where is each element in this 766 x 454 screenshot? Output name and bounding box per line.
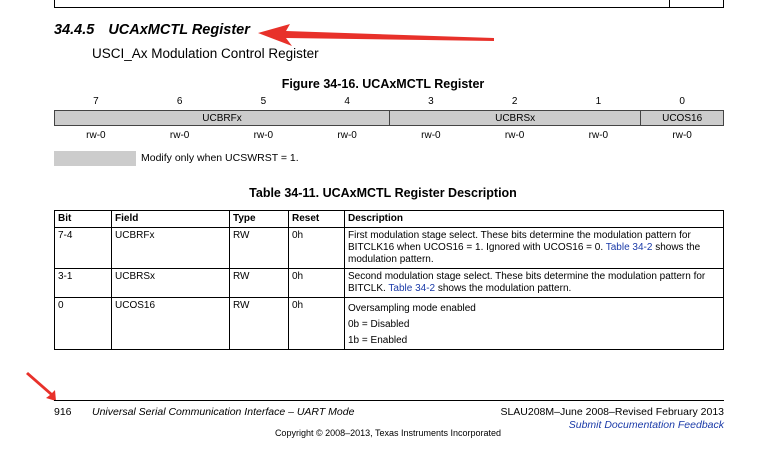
header-type: Type	[230, 211, 289, 228]
bit-number: 7	[93, 96, 99, 107]
cell-description	[345, 298, 724, 350]
cell-type: RW	[230, 228, 289, 269]
access-type: rw-0	[588, 130, 609, 141]
description-text: First modulation stage select. These bits determine the modulation pattern for BITCLK16 when UCOS16 = 1. Ignored with UCOS16 = 0.	[348, 230, 691, 253]
section-number: 34.4.5	[54, 22, 95, 38]
cell-type: RW	[230, 269, 289, 298]
description-text: Oversampling mode enabled	[348, 303, 476, 314]
access-type: rw-0	[169, 130, 190, 141]
description-text: shows the modulation pattern.	[348, 242, 701, 265]
page-number: 916	[54, 406, 72, 418]
cell-reset: 0h	[289, 298, 345, 350]
cell-description	[345, 228, 724, 269]
bit-number: 4	[344, 96, 350, 107]
table-row	[55, 298, 724, 350]
access-type: rw-0	[337, 130, 357, 141]
cell-reset: 0h	[289, 228, 345, 269]
bit-number: 5	[260, 96, 267, 107]
access-type: rw-0	[86, 130, 106, 141]
cell-type: RW	[230, 298, 289, 350]
cell-bit: 0	[55, 298, 112, 350]
field-ucbrsx: UCBRSx	[390, 111, 641, 125]
header-field: Field	[112, 211, 230, 228]
section-subtitle: USCI_Ax Modulation Control Register	[92, 46, 319, 61]
access-type: rw-0	[504, 130, 525, 141]
table-row	[55, 228, 724, 269]
table-title: Table 34-11. UCAxMCTL Register Description	[249, 186, 517, 200]
bit-number: 2	[511, 96, 518, 107]
register-field-bar	[54, 110, 724, 126]
cell-reset: 0h	[289, 269, 345, 298]
bit-number-row	[54, 96, 724, 107]
cell-description	[345, 269, 724, 298]
description-text: Second modulation stage select. These bits determine the modulation pattern for BITCLK.	[348, 271, 706, 294]
access-type: rw-0	[421, 130, 441, 141]
table-link[interactable]: Table 34-2	[388, 283, 436, 294]
bit-number: 1	[595, 96, 602, 107]
cell-field: UCBRSx	[112, 269, 230, 298]
legend-swatch	[54, 151, 136, 166]
footer-doc-id: SLAU208M–June 2008–Revised February 2013	[500, 406, 724, 418]
cell-bit: 7-4	[55, 228, 112, 269]
section-heading	[54, 22, 250, 38]
description-text: shows the modulation pattern.	[435, 283, 572, 294]
feedback-link[interactable]: Submit Documentation Feedback	[568, 419, 724, 431]
top-table-edge	[54, 0, 724, 8]
table-row	[55, 269, 724, 298]
field-ucbrfx: UCBRFx	[55, 111, 390, 125]
access-type: rw-0	[672, 130, 692, 141]
figure-title: Figure 34-16. UCAxMCTL Register	[281, 77, 485, 91]
bit-number: 6	[176, 96, 183, 107]
copyright: Copyright © 2008–2013, Texas Instruments Incorporated	[274, 428, 502, 438]
table-header-row	[55, 211, 724, 228]
footer-divider	[54, 400, 724, 401]
legend-text: Modify only when UCSWRST = 1.	[141, 152, 299, 164]
register-description-table	[54, 210, 724, 350]
bit-number: 3	[428, 96, 434, 107]
footer-doc-title: Universal Serial Communication Interface – UART Mode	[92, 406, 355, 418]
bit-number: 0	[679, 96, 685, 107]
cell-bit: 3-1	[55, 269, 112, 298]
field-ucos16: UCOS16	[662, 112, 703, 124]
annotation-arrow-icon	[250, 22, 500, 52]
description-text: 0b = Disabled	[348, 319, 410, 330]
access-type: rw-0	[253, 130, 274, 141]
header-description: Description	[345, 211, 724, 228]
table-link[interactable]: Table 34-2	[605, 242, 653, 253]
header-reset: Reset	[289, 211, 345, 228]
section-title: UCAxMCTL Register	[108, 22, 250, 38]
cell-field: UCOS16	[112, 298, 230, 350]
cell-field: UCBRFx	[112, 228, 230, 269]
header-bit: Bit	[55, 211, 112, 228]
access-row	[54, 130, 724, 141]
description-text: 1b = Enabled	[348, 335, 408, 346]
